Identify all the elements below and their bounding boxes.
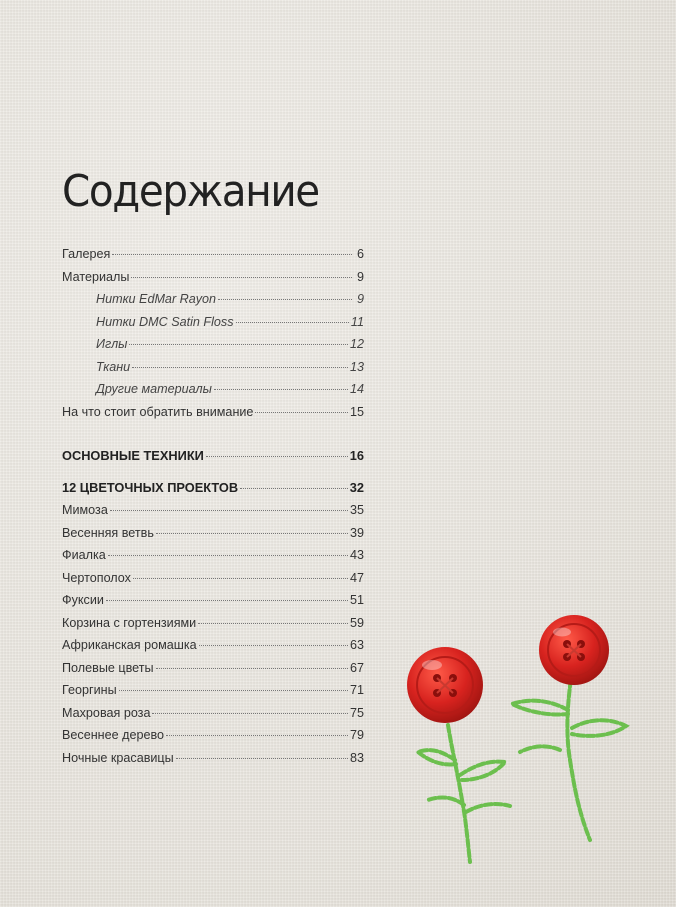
dot-leader xyxy=(131,270,352,278)
toc-entry[interactable] xyxy=(62,243,364,266)
toc-entry-page: 71 xyxy=(349,683,364,697)
toc-entry-page: 11 xyxy=(350,314,364,329)
toc-project-entry[interactable] xyxy=(62,634,364,657)
toc-project-entry[interactable] xyxy=(62,567,364,590)
dot-leader xyxy=(129,337,348,345)
toc-entry-label: Георгины xyxy=(62,683,117,697)
toc-project-entry[interactable] xyxy=(62,544,364,567)
toc-project-entry[interactable] xyxy=(62,612,364,635)
toc-entry-label: Ткани xyxy=(96,359,131,374)
toc-entry-label: Чертополох xyxy=(62,570,131,585)
toc-entry-page: 67 xyxy=(349,660,364,675)
toc-entry-page: 51 xyxy=(349,593,364,607)
dot-leader xyxy=(214,382,348,390)
toc-entry-projects[interactable] xyxy=(62,477,364,500)
toc-intro-section xyxy=(62,243,364,423)
dot-leader xyxy=(112,247,352,255)
toc-entry-page: 63 xyxy=(349,638,364,652)
toc-entry-page: 15 xyxy=(349,404,364,419)
toc-subentry[interactable] xyxy=(62,311,364,334)
toc-entry-page: 16 xyxy=(349,448,364,463)
toc-entry-label: Фиалка xyxy=(62,548,106,562)
toc-entry-label: Нитки EdMar Rayon xyxy=(96,292,217,306)
toc-entry[interactable] xyxy=(62,401,364,424)
dot-leader xyxy=(152,706,348,714)
dot-leader xyxy=(108,548,348,556)
toc-project-entry[interactable] xyxy=(62,589,364,612)
dot-leader xyxy=(156,661,348,669)
dot-leader xyxy=(132,360,348,368)
toc-project-entry[interactable] xyxy=(62,522,364,545)
toc-entry-page: 59 xyxy=(349,615,364,630)
button-flowers-embroidery-icon xyxy=(400,600,640,870)
dot-leader xyxy=(199,638,348,646)
toc-entry-page: 39 xyxy=(349,525,364,540)
dot-leader xyxy=(206,449,348,457)
toc-entry-page: 43 xyxy=(349,548,364,562)
toc-entry-page: 47 xyxy=(349,570,364,585)
dot-leader xyxy=(236,315,349,323)
toc-entry-label: Полевые цветы xyxy=(62,660,154,675)
toc-entry-page: 83 xyxy=(349,750,364,765)
toc-subentry[interactable] xyxy=(62,333,364,356)
toc-project-entry[interactable] xyxy=(62,679,364,702)
toc-project-entry[interactable] xyxy=(62,499,364,522)
dot-leader xyxy=(166,728,348,736)
toc-entry-page: 9 xyxy=(356,292,364,306)
table-of-contents xyxy=(62,243,364,769)
toc-entry-label: Иглы xyxy=(96,337,128,351)
dot-leader xyxy=(119,683,348,691)
toc-entry-label: Махровая роза xyxy=(62,705,151,720)
toc-entry-label: ОСНОВНЫЕ ТЕХНИКИ xyxy=(62,448,204,463)
toc-entry-label: Весенняя ветвь xyxy=(62,525,154,540)
toc-subentry[interactable] xyxy=(62,356,364,379)
toc-project-entry[interactable] xyxy=(62,724,364,747)
toc-entry-page: 79 xyxy=(349,728,364,742)
toc-subentry[interactable] xyxy=(62,378,364,401)
toc-entry-page: 13 xyxy=(349,359,364,374)
toc-entry-label: Весеннее дерево xyxy=(62,728,165,742)
dot-leader xyxy=(255,405,348,413)
toc-projects-section xyxy=(62,499,364,769)
dot-leader xyxy=(156,526,348,534)
dot-leader xyxy=(218,292,352,300)
toc-project-entry[interactable] xyxy=(62,747,364,770)
toc-entry-label: На что стоит обратить внимание xyxy=(62,404,254,419)
toc-entry-label: Другие материалы xyxy=(96,382,212,396)
toc-entry-label: Фуксии xyxy=(62,593,104,607)
toc-project-entry[interactable] xyxy=(62,702,364,725)
toc-entry-label: Мимоза xyxy=(62,503,108,517)
toc-subentry[interactable] xyxy=(62,288,364,311)
toc-entry-label: Материалы xyxy=(62,269,130,284)
dot-leader xyxy=(110,503,348,511)
toc-entry-label: Галерея xyxy=(62,247,111,261)
toc-entry[interactable] xyxy=(62,266,364,289)
toc-entry-page: 75 xyxy=(349,705,364,720)
toc-entry-page: 12 xyxy=(349,337,364,351)
toc-entry-page: 35 xyxy=(349,503,364,517)
toc-entry-label: 12 ЦВЕТОЧНЫХ ПРОЕКТОВ xyxy=(62,479,239,495)
toc-entry-techniques[interactable] xyxy=(62,445,364,468)
page-title: Содержание xyxy=(62,166,319,217)
toc-entry-label: Нитки DMC Satin Floss xyxy=(96,314,234,329)
toc-entry-page: 32 xyxy=(349,479,364,495)
toc-project-entry[interactable] xyxy=(62,657,364,680)
toc-entry-label: Корзина с гортензиями xyxy=(62,615,197,630)
dot-leader xyxy=(106,593,348,601)
toc-entry-label: Ночные красавицы xyxy=(62,750,174,765)
toc-entry-page: 6 xyxy=(356,247,364,261)
dot-leader xyxy=(240,480,348,488)
toc-entry-page: 9 xyxy=(356,269,364,284)
toc-entry-label: Африканская ромашка xyxy=(62,638,197,652)
dot-leader xyxy=(198,616,348,624)
dot-leader xyxy=(176,751,348,759)
toc-entry-page: 14 xyxy=(349,382,364,396)
dot-leader xyxy=(133,571,348,579)
